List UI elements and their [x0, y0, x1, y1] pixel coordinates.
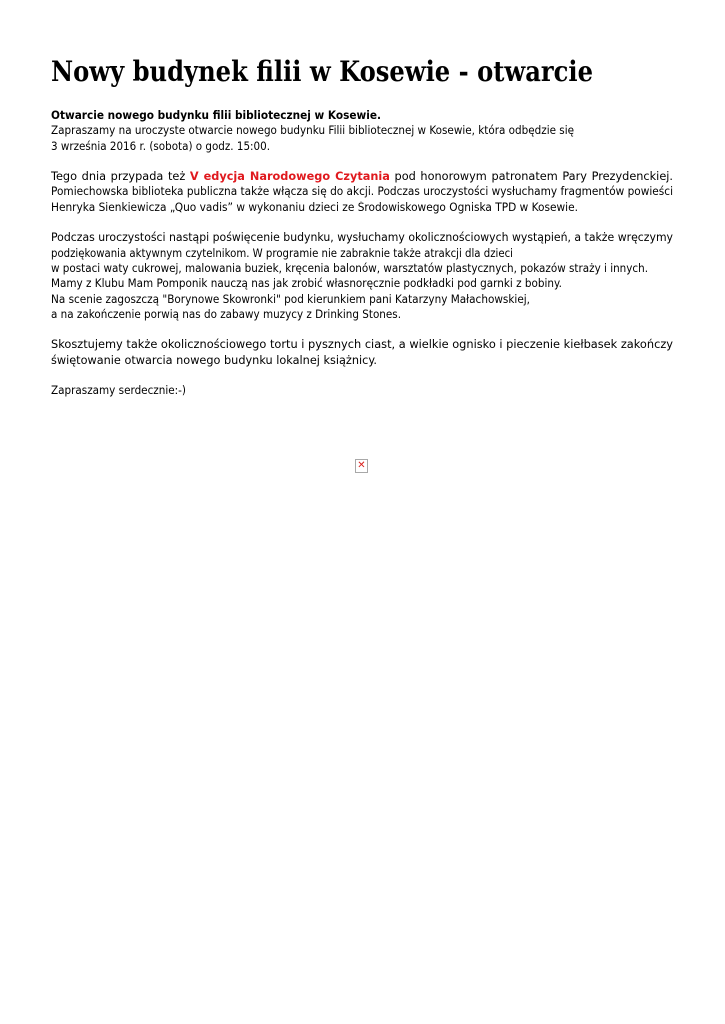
paragraph-3-line-6: a na zakończenie porwią nas do zabawy muzycy z Drinking Stones. [51, 307, 401, 321]
paragraph-1-line-2: 3 września 2016 r. (sobota) o godz. 15:00. [51, 139, 270, 153]
narodowe-czytanie-highlight: V edycja Narodowego Czytania [189, 170, 390, 184]
closing-line: Zapraszamy serdecznie:-) [51, 384, 186, 398]
paragraph-4-line-1: Skosztujemy także okolicznościowego tortu i pysznych ciast, a wielkie ognisko i pieczenie kiełbasek zakończy [51, 338, 674, 352]
paragraph-2-line-2: Pomiechowska biblioteka publiczna także włącza się do akcji. Podczas uroczystości wysłuchamy fragmentów powieści [51, 185, 673, 199]
paragraph-2-line-3: Henryka Sienkiewicza „Quo vadis” w wykonaniu dzieci ze Środowiskowego Ogniska TPD w Kosewie. [51, 200, 578, 214]
paragraph-2-line-1: Tego dnia przypada też V edycja Narodowego Czytania pod honorowym patronatem Pary Prezydenckiej. [51, 170, 674, 184]
article-body [51, 108, 673, 399]
paragraph-3-line-5: Na scenie zagoszczą "Borynowe Skowronki" pod kierunkiem pani Katarzyny Małachowskiej, [51, 292, 530, 306]
paragraph-3-line-4: Mamy z Klubu Mam Pomponik nauczą nas jak zrobić własnoręcznie podkładki pod garnki z bobiny. [51, 277, 562, 291]
paragraph-3-line-2: podziękowania aktywnym czytelnikom. W programie nie zabraknie także atrakcji dla dzieci [51, 246, 513, 260]
paragraph-3-line-3: w postaci waty cukrowej, malowania buziek, kręcenia balonów, warsztatów plastycznych, pokazów straży i innych. [51, 261, 648, 275]
lead-paragraph: Otwarcie nowego budynku filii bibliotecznej w Kosewie. [51, 109, 381, 122]
paragraph-4-line-2: świętowanie otwarcia nowego budynku lokalnej książnicy. [51, 353, 377, 367]
broken-image-icon: ✕ [355, 459, 368, 473]
paragraph-1-line-1: Zapraszamy na uroczyste otwarcie nowego budynku Filii bibliotecznej w Kosewie, która odbędzie się [51, 124, 574, 138]
paragraph-3-line-1: Podczas uroczystości nastąpi poświęcenie budynku, wysłuchamy okolicznościowych wystąpień, a także wręczymy [51, 231, 673, 245]
page-title: Nowy budynek filii w Kosewie - otwarcie [51, 55, 593, 88]
